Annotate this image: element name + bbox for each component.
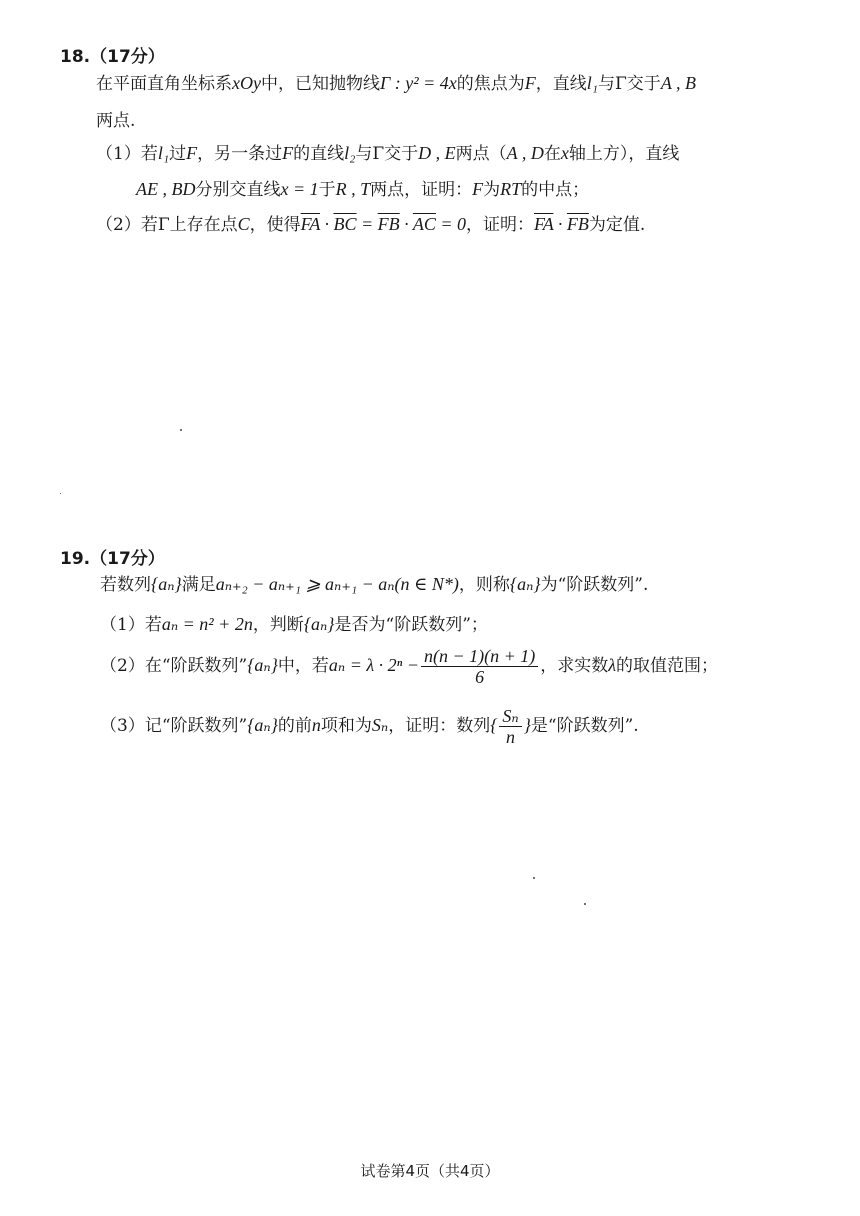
q18-intro-line1 bbox=[96, 72, 696, 95]
q18-text: 的中点； bbox=[521, 180, 590, 200]
q19-text: ，证明：数列 bbox=[388, 716, 491, 736]
q18-coord-system: xOy bbox=[232, 73, 261, 93]
q18-intro-line2: 两点. bbox=[96, 111, 136, 131]
q18-x-axis: x bbox=[560, 143, 569, 163]
q18-vector-BC: $\overline{BC}$ bbox=[333, 214, 357, 234]
q19-part2-line bbox=[100, 646, 718, 687]
q18-text: 为 bbox=[483, 180, 501, 200]
q18-text: ，另一条过 bbox=[197, 144, 283, 164]
q18-line-l2: l₂ bbox=[344, 143, 356, 163]
q18-vector-FB: $\overline{FB}$ bbox=[566, 214, 589, 234]
q19-text: 的取值范围； bbox=[616, 656, 719, 676]
q19-text: 满足 bbox=[181, 575, 216, 595]
q19-fraction-Sn-over-n bbox=[499, 706, 521, 747]
q18-text: ，直线 bbox=[535, 74, 587, 94]
q18-text: ，使得 bbox=[249, 215, 301, 235]
q18-text: 于 bbox=[318, 180, 336, 200]
q19-sum-Sn: Sₙ bbox=[371, 715, 389, 735]
q18-vector-FA: $\overline{FA}$ bbox=[300, 214, 320, 234]
q18-vector-FA: $\overline{FA}$ bbox=[534, 214, 554, 234]
q19-text: 项和为 bbox=[320, 716, 372, 736]
q18-points-DE: D , E bbox=[418, 143, 456, 163]
q18-text: 在 bbox=[543, 144, 561, 164]
q18-parabola-equation: Γ : y² = 4x bbox=[379, 73, 457, 93]
q18-points-AB: A , B bbox=[660, 73, 696, 93]
q19-text: 是否为“阶跃数列”； bbox=[334, 615, 488, 635]
q19-text: ，则称 bbox=[458, 575, 510, 595]
q19-formula-an: aₙ = n² + 2n bbox=[161, 614, 253, 634]
q19-text: ，判断 bbox=[252, 615, 304, 635]
q19-part1-line bbox=[100, 613, 488, 636]
q18-part2-label: （2）若Γ上存在点 bbox=[96, 215, 238, 235]
q18-point-C: C bbox=[237, 214, 250, 234]
q19-text: 为“阶跃数列”. bbox=[540, 575, 649, 595]
q19-text: 若数列 bbox=[100, 575, 151, 595]
q19-inequality: aₙ₊₂ − aₙ₊₁ ⩾ aₙ₊₁ − aₙ bbox=[215, 574, 395, 594]
q18-text: 分别交直线 bbox=[195, 180, 281, 200]
q19-sequence: {aₙ} bbox=[509, 574, 541, 594]
q19-part3-line: （3）记“阶跃数列”{aₙ}的前n项和为Sₙ，证明：数列{ $\frac{\text{Sₙ}}{n}$ }是“阶跃数列”. bbox=[100, 706, 639, 747]
q18-text: 轴上方），直线 bbox=[568, 144, 680, 164]
q18-points-RT: R , T bbox=[335, 179, 371, 199]
q18-part1-line1 bbox=[96, 142, 679, 165]
q19-fraction bbox=[421, 646, 538, 687]
scan-speck bbox=[533, 877, 535, 879]
q18-text: 两点（ bbox=[455, 144, 507, 164]
q19-part1-label: （1）若 bbox=[100, 615, 162, 635]
q18-points-AD: A , D bbox=[506, 143, 544, 163]
q18-line-x1: x = 1 bbox=[280, 179, 319, 199]
q19-formula-an-lambda: aₙ = λ · 2ⁿ − bbox=[328, 655, 419, 675]
q18-focus-F: F bbox=[186, 143, 198, 163]
q18-text: 为定值. bbox=[588, 215, 646, 235]
q19-part3-label: （3）记“阶跃数列” bbox=[100, 716, 248, 736]
q18-lines-AE-BD: AE , BD bbox=[136, 179, 196, 199]
q19-fraction-denominator: 6 bbox=[475, 667, 485, 687]
q19-header: 19.（17分） bbox=[60, 549, 165, 569]
q18-focus-F: F bbox=[282, 143, 294, 163]
q18-part2-line: （2）若Γ上存在点C，使得$\overline{FA} \cdot \overline{BC} = \overline{FB} \cdot \overline{AC} = 0$，证明：$\overline{FA} \cdot \overline{FB}$为定值. bbox=[96, 214, 646, 235]
q18-text: 过 bbox=[169, 144, 187, 164]
q18-text: 与Γ交于 bbox=[355, 144, 419, 164]
q18-line-l1: l₁ bbox=[157, 143, 170, 163]
q19-sequence: {aₙ} bbox=[151, 574, 182, 594]
q18-text: 在平面直角坐标系 bbox=[96, 74, 232, 94]
q18-equals-zero: = 0 bbox=[440, 214, 467, 234]
q18-segment-RT: RT bbox=[500, 179, 522, 199]
q19-fraction-numerator: Sₙ bbox=[499, 706, 521, 727]
q19-lambda: λ bbox=[608, 655, 617, 675]
q19-fraction-denominator: n bbox=[506, 727, 516, 747]
q19-text: ，求实数 bbox=[540, 656, 609, 676]
q19-text: 的前 bbox=[277, 716, 312, 736]
q19-text: 中，若 bbox=[277, 656, 329, 676]
q18-text: ，证明： bbox=[466, 215, 535, 235]
q18-text: 中，已知抛物线 bbox=[260, 74, 380, 94]
q18-vector-FB: $\overline{FB}$ bbox=[377, 214, 400, 234]
q18-header: 18.（17分） bbox=[60, 47, 165, 67]
page-footer: 试卷第4页（共4页） bbox=[360, 1162, 500, 1180]
q18-text: 与Γ交于 bbox=[598, 74, 661, 94]
q18-focus-F: F bbox=[472, 179, 484, 199]
q19-text: 是“阶跃数列”. bbox=[530, 716, 639, 736]
q18-text: 的焦点为 bbox=[456, 74, 525, 94]
q19-condition: (n ∈ N*) bbox=[394, 574, 459, 594]
q19-sequence: {aₙ} bbox=[247, 655, 278, 675]
q18-text: 两点，证明： bbox=[370, 180, 473, 200]
scan-speck bbox=[60, 493, 61, 494]
q18-part1-line2 bbox=[136, 178, 589, 201]
q18-vector-AC: $\overline{AC}$ bbox=[412, 214, 436, 234]
q19-sequence: {aₙ} bbox=[247, 715, 278, 735]
q19-intro-line bbox=[100, 573, 648, 596]
q19-n: n bbox=[311, 715, 321, 735]
scan-speck bbox=[584, 903, 586, 905]
q19-sequence: {aₙ} bbox=[303, 614, 335, 634]
q18-part1-label: （1）若 bbox=[96, 144, 158, 164]
q19-fraction-numerator: n(n − 1)(n + 1) bbox=[421, 646, 538, 667]
q18-focus-F: F bbox=[524, 73, 536, 93]
q18-text: 的直线 bbox=[293, 144, 345, 164]
scan-speck bbox=[180, 429, 182, 431]
q19-part2-label: （2）在“阶跃数列” bbox=[100, 656, 248, 676]
q18-line-l1: l₁ bbox=[586, 73, 599, 93]
